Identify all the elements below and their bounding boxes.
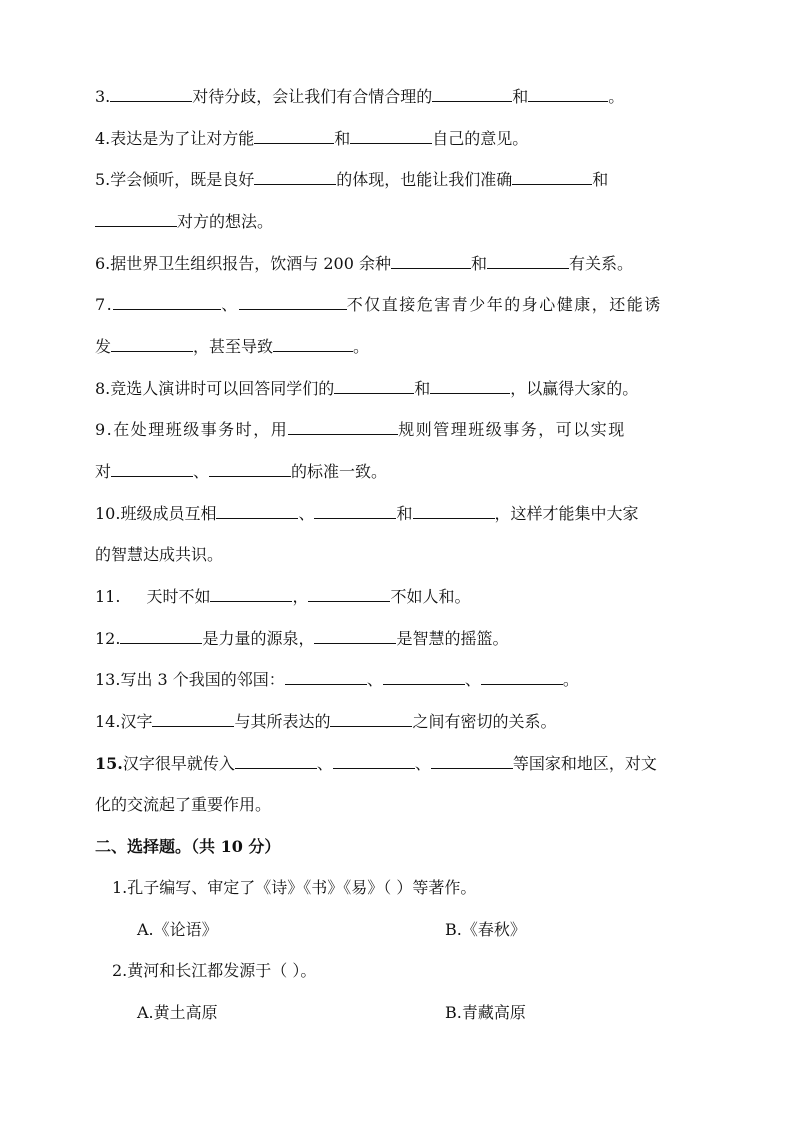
answer-blank[interactable]	[314, 503, 396, 519]
answer-blank[interactable]	[431, 753, 513, 769]
question-text: 、	[221, 295, 239, 314]
question-text: 不仅直接危害青少年的身心健康，还能诱	[346, 295, 662, 314]
option-a[interactable]: A.黄土高原	[137, 1003, 218, 1022]
answer-blank[interactable]	[235, 753, 317, 769]
question-text: 对方的想法。	[177, 212, 274, 231]
question-4	[95, 128, 528, 150]
answer-blank[interactable]	[239, 294, 347, 310]
answer-blank[interactable]	[113, 294, 221, 310]
question-text: 和	[592, 170, 609, 189]
question-number: 14.	[95, 712, 121, 731]
question-text: 规则管理班级事务，可以实现	[398, 420, 626, 439]
question-text: 是智慧的摇篮。	[396, 629, 509, 648]
answer-blank[interactable]	[333, 753, 415, 769]
question-number: 4.	[95, 129, 111, 148]
question-11	[95, 586, 471, 608]
question-text: 的标准一致。	[291, 462, 388, 481]
question-7	[95, 294, 662, 316]
question-text: 和	[512, 87, 529, 106]
question-number: 10.	[95, 504, 121, 523]
question-7-cont	[95, 336, 369, 358]
question-text: 和	[334, 129, 351, 148]
answer-blank[interactable]	[528, 86, 608, 102]
answer-blank[interactable]	[391, 253, 471, 269]
answer-blank[interactable]	[210, 586, 292, 602]
question-text: 、	[464, 670, 481, 689]
question-text: 。	[353, 337, 370, 356]
question-text: 是力量的源泉，	[202, 629, 315, 648]
question-text: 不如人和。	[390, 587, 471, 606]
question-text: ，甚至导致	[193, 337, 274, 356]
question-text: 。	[608, 87, 625, 106]
question-13	[95, 669, 579, 691]
answer-blank[interactable]	[216, 503, 298, 519]
question-10-cont	[95, 544, 223, 566]
question-text: 对待分歧，会让我们有合情合理的	[192, 87, 433, 106]
question-text: 写出 3 个我国的邻国：	[120, 670, 285, 689]
question-text: 、	[414, 754, 431, 773]
question-text: 和	[414, 379, 431, 398]
question-text: 和	[470, 254, 487, 273]
question-5-cont	[95, 211, 273, 233]
answer-blank[interactable]	[413, 503, 495, 519]
question-text: 、	[316, 754, 333, 773]
question-text: 学会倾听，既是良好	[110, 170, 255, 189]
question-number: 6.	[95, 254, 111, 273]
question-text: 、	[193, 462, 210, 481]
question-number: 12.	[95, 629, 121, 648]
answer-blank[interactable]	[334, 378, 414, 394]
question-text: ，这样才能集中大家	[494, 504, 639, 523]
question-text: 的体现，也能让我们准确	[336, 170, 513, 189]
question-text: 汉字很早就传入	[122, 754, 235, 773]
question-number: 9.	[95, 420, 114, 439]
question-text: 、	[366, 670, 383, 689]
question-text: 与其所表达的	[234, 712, 331, 731]
answer-blank[interactable]	[152, 711, 234, 727]
option-b[interactable]: B.青藏高原	[445, 1003, 526, 1022]
question-text: ，	[292, 587, 309, 606]
question-3	[95, 86, 624, 108]
answer-blank[interactable]	[254, 169, 336, 185]
question-number: 7.	[95, 295, 114, 314]
question-number: 11.	[95, 587, 121, 606]
question-number: 15.	[95, 754, 123, 773]
question-5	[95, 169, 608, 191]
question-text: 。	[562, 670, 579, 689]
answer-blank[interactable]	[350, 128, 432, 144]
question-number: 5.	[95, 170, 111, 189]
question-number: 13.	[95, 670, 121, 689]
answer-blank[interactable]	[273, 336, 353, 352]
question-text: 在处理班级事务时，用	[113, 420, 289, 439]
question-text: ，以赢得大家的。	[510, 379, 639, 398]
question-15-cont	[95, 794, 271, 816]
question-number: 3.	[95, 87, 111, 106]
question-text: 、	[298, 504, 315, 523]
question-text: 有关系。	[569, 254, 634, 273]
question-text: 据世界卫生组织报告，饮酒与 200 余种	[110, 254, 391, 273]
answer-blank[interactable]	[209, 461, 291, 477]
question-text: 对	[95, 462, 112, 481]
answer-blank[interactable]	[481, 669, 563, 685]
answer-blank[interactable]	[120, 628, 202, 644]
question-10	[95, 503, 639, 525]
question-text: 自己的意见。	[432, 129, 529, 148]
answer-blank[interactable]	[512, 169, 592, 185]
answer-blank[interactable]	[487, 253, 569, 269]
answer-blank[interactable]	[95, 211, 177, 227]
option-b[interactable]: B.《春秋》	[445, 920, 526, 939]
answer-blank[interactable]	[111, 336, 193, 352]
answer-blank[interactable]	[285, 669, 367, 685]
answer-blank[interactable]	[330, 711, 412, 727]
question-text: 表达是为了让对方能	[110, 129, 255, 148]
question-text: 天时不如	[146, 587, 211, 606]
question-15	[95, 753, 657, 775]
question-text: 班级成员互相	[120, 504, 217, 523]
question-6	[95, 253, 633, 275]
answer-blank[interactable]	[111, 461, 193, 477]
answer-blank[interactable]	[430, 378, 510, 394]
question-text: 汉字	[120, 712, 153, 731]
section-heading: 二、选择题。（共 10 分）	[95, 837, 281, 856]
question-text: 发	[95, 337, 112, 356]
choice-question-2: 2.黄河和长江都发源于（ ）。	[112, 961, 317, 980]
answer-blank[interactable]	[254, 128, 334, 144]
question-text: 的智慧达成共识。	[95, 545, 224, 564]
question-text: 竞选人演讲时可以回答同学们的	[110, 379, 335, 398]
answer-blank[interactable]	[432, 86, 512, 102]
question-14	[95, 711, 557, 733]
answer-blank[interactable]	[288, 419, 398, 435]
question-9-cont	[95, 461, 387, 483]
question-number: 8.	[95, 379, 111, 398]
answer-blank[interactable]	[314, 628, 396, 644]
answer-blank[interactable]	[110, 86, 192, 102]
question-12	[95, 628, 508, 650]
question-8	[95, 378, 638, 400]
choice-question-1: 1.孔子编写、审定了《诗》《书》《易》（ ）等著作。	[112, 878, 477, 897]
question-text: 和	[396, 504, 413, 523]
answer-blank[interactable]	[383, 669, 465, 685]
question-text: 化的交流起了重要作用。	[95, 795, 272, 814]
option-a[interactable]: A.《论语》	[137, 920, 218, 939]
question-9	[95, 419, 626, 441]
question-text: 之间有密切的关系。	[412, 712, 557, 731]
answer-blank[interactable]	[308, 586, 390, 602]
question-text: 等国家和地区，对文	[512, 754, 657, 773]
